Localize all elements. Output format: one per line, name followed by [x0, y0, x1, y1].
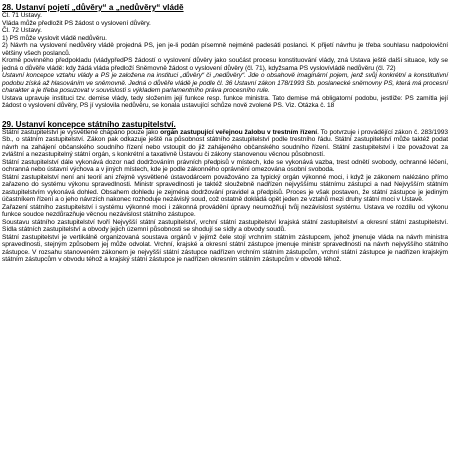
line-cl71: Čl. 71 Ustavy.	[2, 12, 42, 19]
line-item-1: 1) PS může vyslovit vládě nedůvěru.	[2, 34, 107, 42]
paragraph-vertikalni: Státní zastupitelství je vertikálně organizovaná soustava orgánů v jejímž čele stojí vrchním státním zástupcem, jehož jmenuje vláda na návrh ministra spravedlnosti, stejným způsobem jej může odvolat. Vrchní, krajské a okresní státní zástupce jmenuje ministr spravedlnosti na návrh nejvyššího státního zástupce. V rozsahu stanoveném zákonem je nejvyšší státní zástupce nadřízen vrchním státním zástupcům, vrchní státní zástupce je nadřízen krajským státním zástupcům v obvodu téhož a krajský státní zástupce je nadřízen okresním státním zástupcům v obvodě téhož.	[2, 233, 448, 263]
line-cl72: Čl. 72 Ustavy.	[2, 27, 42, 34]
paragraph-koncepce-italic: Ustavní koncepce vztahu vlády a PS je založena na instituci „důvěry“ či „nedůvěry“. Jde o obsahově imaginární pojem, jenž svůj konkrétní a konstitutivní podobu získá až hlasováním ve sněmovně. Jedná o důvěře vládě je podle čl. 36 Ustavní zákon 178/1993 Sb. poslanecké sněmovny PS, která má procesní charakter a je třeba posuzovat v souvislosti s výkladem parlamentního práva procesního rule.	[2, 72, 448, 94]
paragraph-soustava: Soustavu státního zastupitelství tvoří Nejvyšší státní zastupitelství, vrchní státní zastupitelství krajská státní zastupitelství a okresní státní zastupitelství. Sídla státních zastupitelství a obvody jejich územní působnosti se shodují se sídly a obvody soudů.	[2, 218, 448, 233]
section-heading-28: 28. Ustanví pojetí „důvěry“ a „nedůvěry“ vládě	[2, 3, 184, 12]
paragraph-statni-zastupitelstvi	[2, 129, 448, 159]
paragraph-dozor: Státní zastupitelství dále vykonává dozor nad dodržováním právních předpisů v místech, kde se vykonává vazba, trest odnětí svobody, ochranné léčení, ochranná nebo ústavní výchova a v jiných místech, kde je podle zákonného oprávnění omezována osobní svoboda.	[2, 158, 448, 173]
line-vlada-muze: Vláda může předložit PS žádost o vyslovení důvěry.	[2, 19, 151, 27]
paragraph-zarazeni: Zařazení státního zastupitelství i systému výkonné moci i zákonná provádění úpravy neumožňují tvůj nezávislost systému. Ustava ve rozdílu od výkonu funkce soudce nezdůrazňuje věcnou nezávislost státního zástupce.	[2, 203, 448, 218]
p1-bold-phrase: orgán zastupující veřejnou žalobu v trestním řízení	[160, 128, 318, 136]
p1-text-start: Státní zastupitelství je vysvětlené chápáno pouze jako	[2, 128, 161, 136]
section-heading-29: 29. Ustanví koncepce státního zastupitelství.	[2, 119, 176, 129]
line-item-2: 2) Návrh na vyslovení nedůvěry vládě projedná PS, jen je-li podán písemně nejméně padesáti poslanci. K přijetí návrhu je třeba souhlasu nadpoloviční většiny všech poslanců.	[2, 42, 448, 57]
paragraph-krome: Kromě povinného předpokladu (vládypředPS žádostí o vyslovení důvěry jako součást procesu konstituování vlády, zná Ustava ještě další situace, kdy se jedná o důvěře vládě: kdy žádá vláda předloží Sněmovně žádost o vyslovení důvěry (čl. 71), kdyžsama PS vyslovívládě nedůvěru (čl. 72)	[2, 57, 448, 72]
section-gap	[2, 110, 448, 120]
paragraph-demise: Ustava upravuje instituci tzv. demise vlády, tedy složením její funkce resp. funkce ministra. Tato demise má obligatorní podobu, jestliže: PS zamítla její žádost o vyslovení důvěry, PS jí vyslovila nedůvěru, se konala ustavující schůze nově zvolené PS. Viz. Otázka č. 18	[2, 94, 448, 109]
paragraph-moc: Státní zastupitelství není ani teorií ani zřejmě vysvětlené ústavodárcem považováno za typický orgán výkonné moci, i když je zákonem nalézáno přímo zařazeno do systému výkonu spravedlnosti. Ministr spravedlnosti je taktéž sloužebně nadřízen nejvyššímu státnímu zástupci a nad Nejvyšším státním zastupitelstvím vykonává dohled. Obsahem dohledu je zejména dodržování pravidel a předpisů. Proces je však postaven, že státní zástupce je jediným účastníkem řízení a o jeho návrzích nakonec rozhoduje nezávislý soud, což ostatně dokládá opět jeden ze vztahů mezi druhy státní moci v Ustavě.	[2, 173, 448, 203]
p1-text-end: . To potvrzuje i provádějící zákon č. 283/1993 Sb., o státním zastupitelství. Zákon pak odkazuje ještě na působnost státního zastupitelství podle trestního řádu. Státní zastupitelství může taktéž podat návrh na zahájení občanského soudního řízení nebo vstoupit do již zahájeného občanského soudního řízení. Státní zastupitelství i lze považovat za zvláštní a nezastupitelný státní orgán, s konkrétní a taxativně Ústavou či zákony stanovenou věcnou působností.	[2, 128, 449, 158]
